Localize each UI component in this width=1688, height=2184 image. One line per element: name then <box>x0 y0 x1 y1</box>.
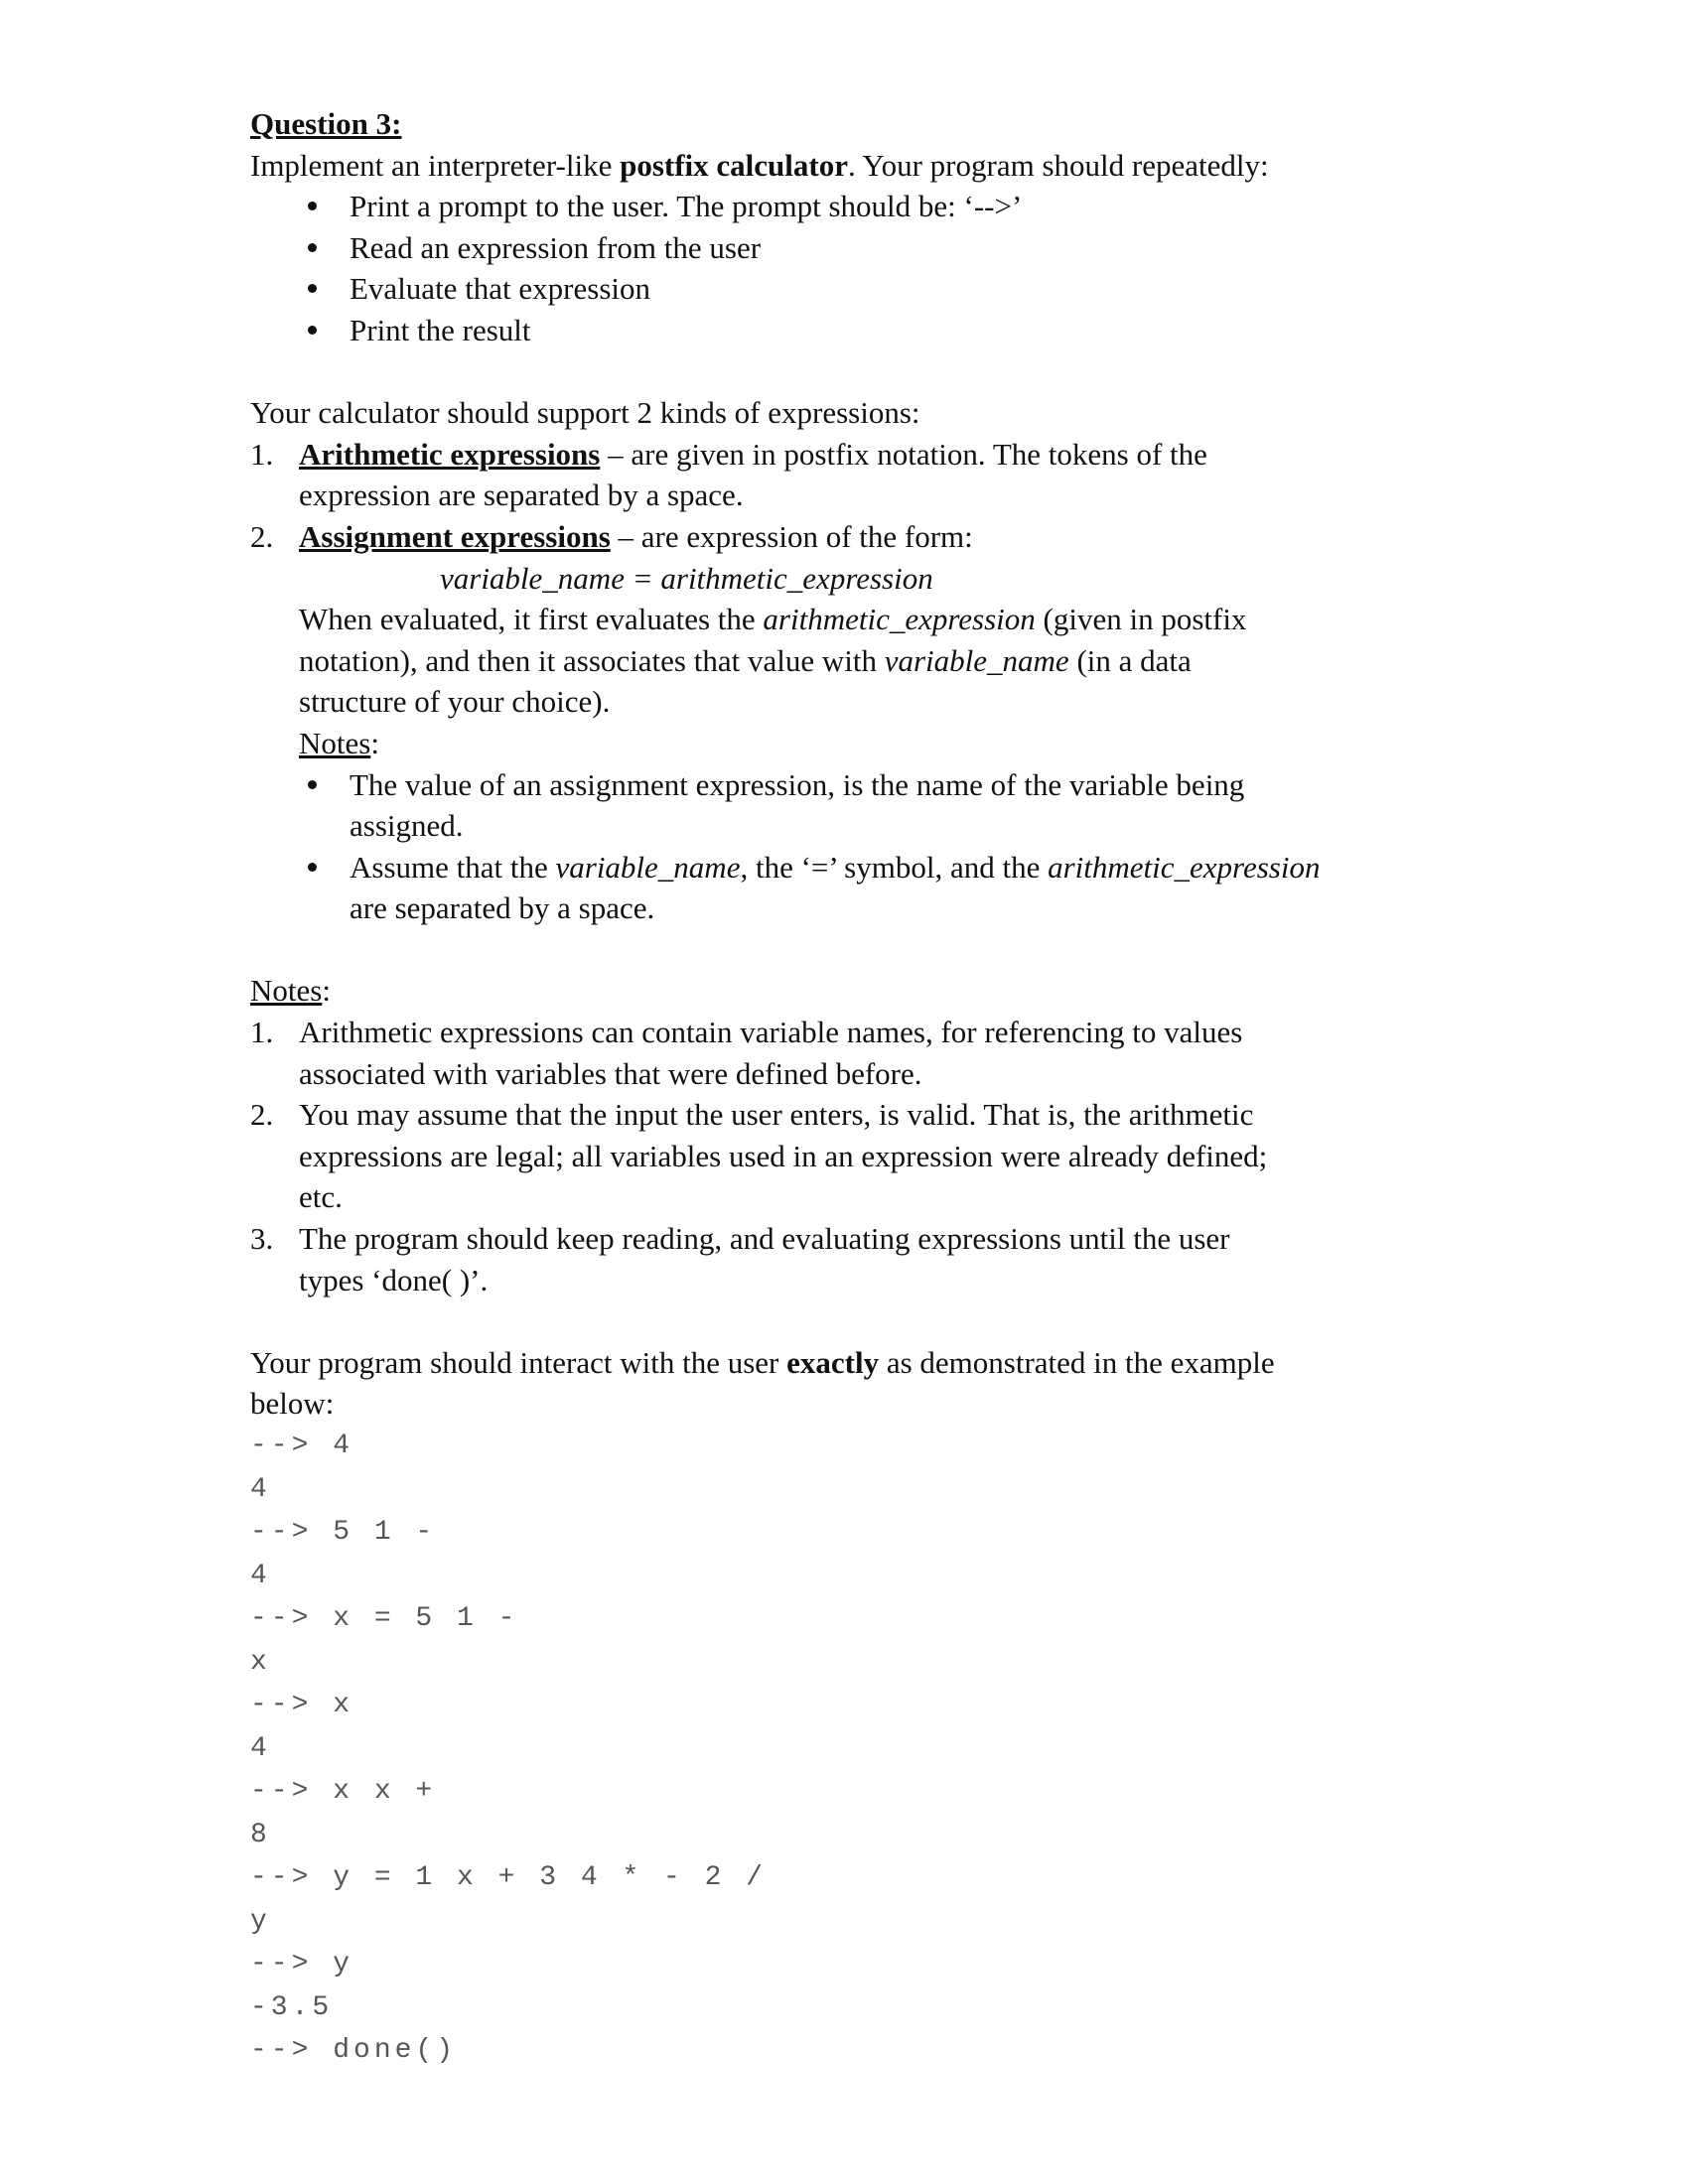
note-text: The program should keep reading, and evaluating expressions until the user <box>299 1221 1230 1257</box>
example-line: --> x = 5 1 - <box>250 1603 519 1634</box>
example-line: 4 <box>250 1560 271 1591</box>
intro-line <box>250 145 1481 187</box>
question-title <box>250 103 1481 145</box>
text: as demonstrated in the example <box>879 1344 1275 1380</box>
example-line: -3.5 <box>250 1991 334 2023</box>
text: Your program should interact with the user <box>250 1344 787 1380</box>
note-number: 1. <box>250 1015 274 1050</box>
text: (in a data <box>1068 642 1192 678</box>
assign-desc-line: structure of your choice). <box>299 684 611 720</box>
italic-term: arithmetic_expression <box>763 602 1036 637</box>
intro-bold: postfix calculator <box>620 147 848 183</box>
note-item <box>250 1012 1481 1053</box>
example-session <box>250 1425 1481 2073</box>
inner-note <box>250 847 1481 888</box>
question-title-text: Question 3: <box>250 106 402 141</box>
support-line: Your calculator should support 2 kinds of expressions: <box>250 395 920 431</box>
step-item: Read an expression from the user <box>250 227 1481 269</box>
inner-notes-label: Notes: <box>299 725 379 760</box>
example-line: y <box>250 1905 271 1937</box>
assign-desc-line <box>250 599 1481 640</box>
kind-text-cont: expression are separated by a space. <box>299 478 744 513</box>
note-item <box>250 1218 1481 1260</box>
example-line: --> y <box>250 1949 354 1979</box>
note-text-cont: expressions are legal; all variables used in an expression were already defined; <box>299 1138 1268 1173</box>
example-line: --> 4 <box>250 1431 354 1461</box>
italic-term: variable_name <box>555 849 741 885</box>
kind-number: 1. <box>250 436 274 472</box>
kind-item <box>250 516 1481 558</box>
assign-desc-line <box>250 640 1481 682</box>
example-line: 4 <box>250 1473 271 1505</box>
kind-item <box>250 434 1481 476</box>
interact-line-cont: below: <box>250 1386 335 1422</box>
step-item: Evaluate that expression <box>250 268 1481 310</box>
text: , the ‘=’ symbol, and the <box>740 849 1049 885</box>
inner-note-cont: are separated by a space. <box>350 890 655 926</box>
text: notation), and then it associates that value with <box>299 642 885 678</box>
italic-term: arithmetic_expression <box>1048 849 1321 885</box>
example-line: --> x <box>250 1690 354 1720</box>
example-line: x <box>250 1646 271 1678</box>
example-line: 8 <box>250 1819 271 1850</box>
kind-name: Arithmetic expressions <box>299 436 601 472</box>
kind-text: – are expression of the form: <box>610 518 973 554</box>
example-line: --> done() <box>250 2035 458 2066</box>
kind-name: Assignment expressions <box>299 518 611 554</box>
document-page <box>250 103 1481 2073</box>
note-text-cont: types ‘done( )’. <box>299 1262 489 1297</box>
example-line: 4 <box>250 1732 271 1764</box>
notes-label-text: Notes <box>250 973 323 1009</box>
text: (given in postfix <box>1035 602 1247 637</box>
note-number: 3. <box>250 1221 274 1257</box>
italic-term: variable_name <box>884 642 1069 678</box>
note-text-cont: etc. <box>299 1179 343 1215</box>
kind-text: – are given in postfix notation. The tokens of the <box>600 436 1207 472</box>
note-item <box>250 1094 1481 1136</box>
text: Assume that the <box>350 849 556 885</box>
text: When evaluated, it first evaluates the <box>299 602 764 637</box>
step-item: Print the result <box>250 310 1481 351</box>
example-line: --> x x + <box>250 1776 437 1807</box>
inner-note: The value of an assignment expression, is the name of the variable being <box>250 764 1481 806</box>
intro-text: Implement an interpreter-like <box>250 147 621 183</box>
note-number: 2. <box>250 1097 274 1133</box>
assignment-formula: variable_name = arithmetic_expression <box>440 560 933 596</box>
example-line: --> 5 1 - <box>250 1517 437 1548</box>
bold-term: exactly <box>786 1344 880 1380</box>
inner-note-cont: assigned. <box>350 808 464 844</box>
note-text: Arithmetic expressions can contain variable names, for referencing to values <box>299 1015 1243 1050</box>
interact-line <box>250 1342 1481 1384</box>
note-text-cont: associated with variables that were defined before. <box>299 1055 922 1091</box>
intro-text-end: . Your program should repeatedly: <box>847 147 1269 183</box>
note-text: You may assume that the input the user enters, is valid. That is, the arithmetic <box>299 1097 1254 1133</box>
example-line: --> y = 1 x + 3 4 * - 2 / <box>250 1862 768 1893</box>
step-item: Print a prompt to the user. The prompt should be: ‘-->’ <box>250 186 1481 227</box>
inner-notes-label-text: Notes <box>299 725 371 760</box>
kind-number: 2. <box>250 518 274 554</box>
notes-label: Notes: <box>250 973 331 1009</box>
